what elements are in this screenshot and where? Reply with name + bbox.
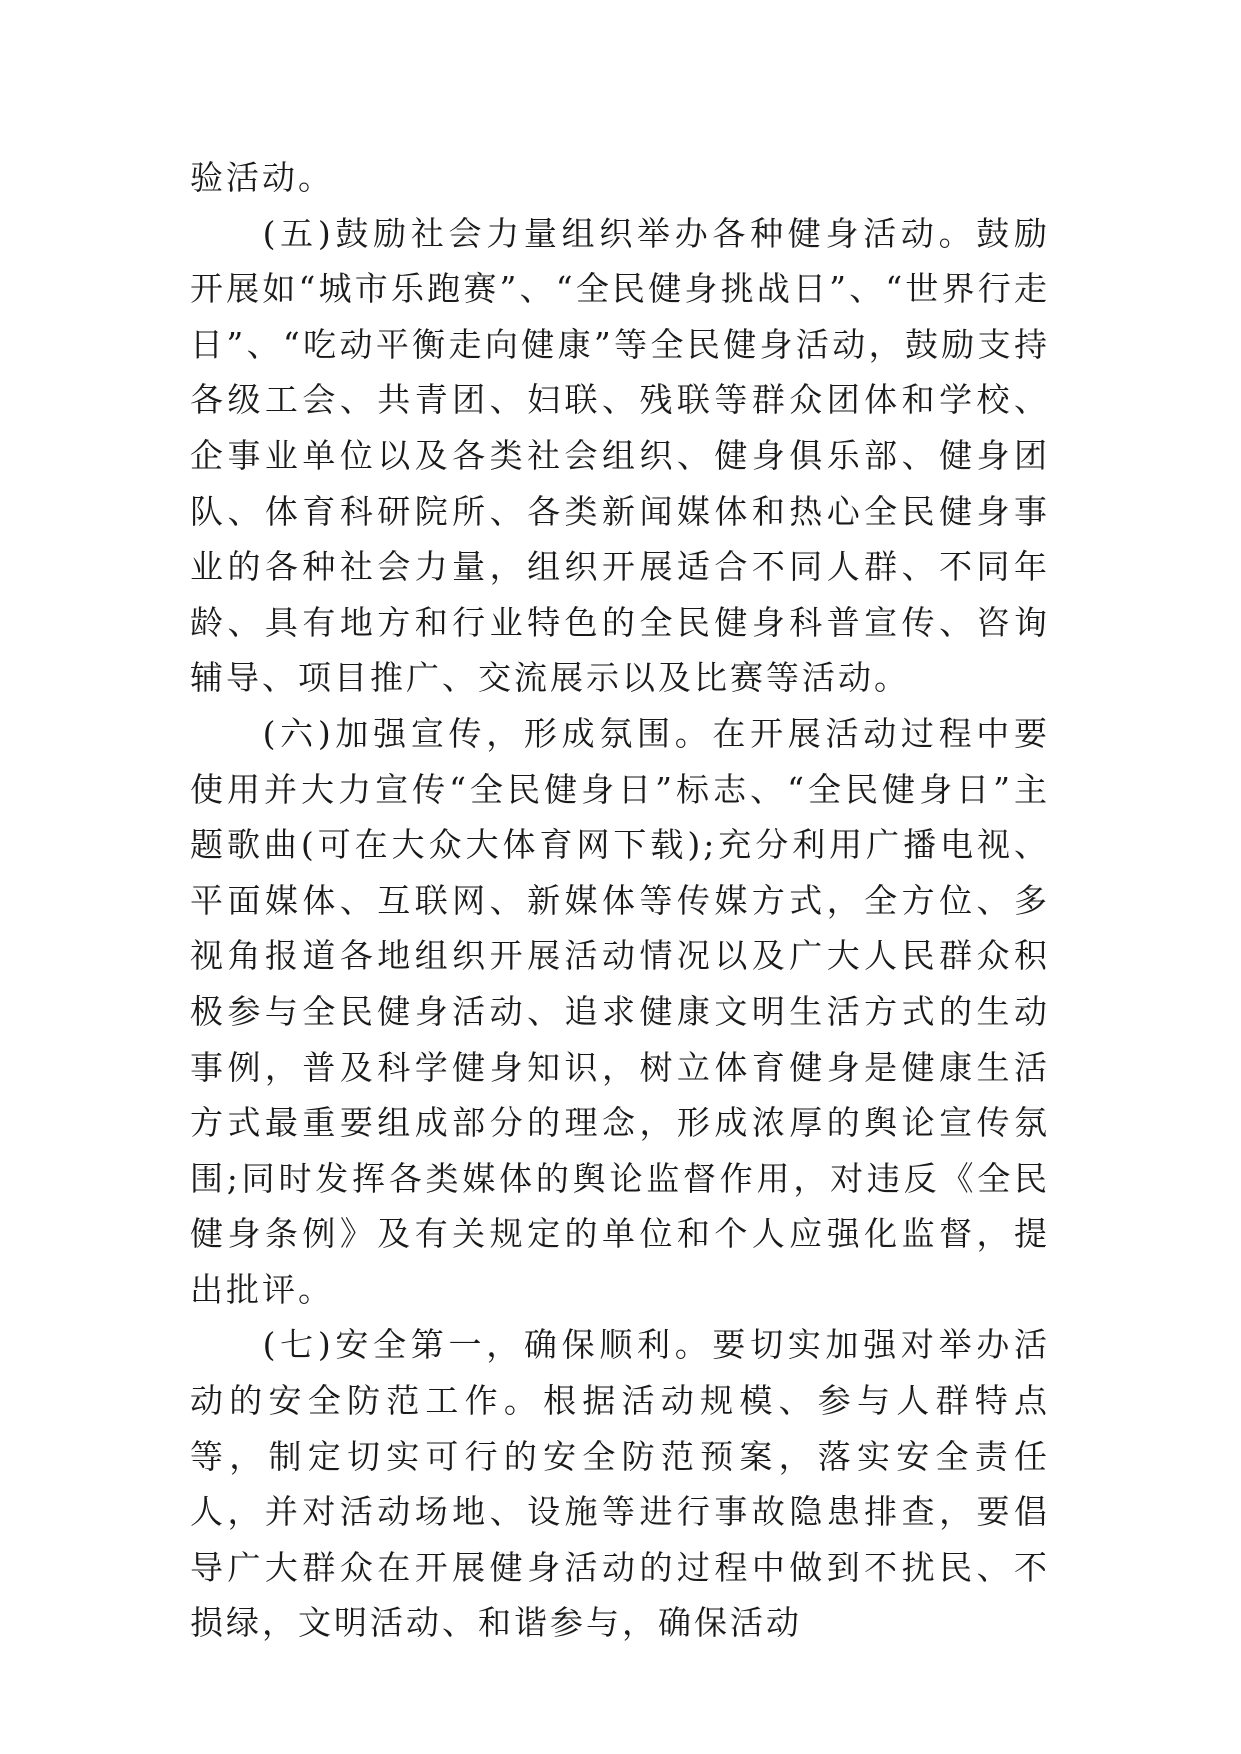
paragraph-section-6: (六)加强宣传，形成氛围。在开展活动过程中要使用并大力宣传“全民健身日”标志、“全民健身日”主题歌曲(可在大众大体育网下载);充分利用广播电视、平面媒体、互联网、新媒体等传媒方式，全方位、多视角报道各地组织开展活动情况以及广大人民群众积极参与全民健身活动、追求健康文明生活方式的生动事例，普及科学健身知识，树立体育健身是健康生活方式最重要组成部分的理念，形成浓厚的舆论宣传氛围;同时发挥各类媒体的舆论监督作用，对违反《全民健身条例》及有关规定的单位和个人应强化监督，提出批评。 (190, 713, 1050, 1309)
paragraph-section-5: (五)鼓励社会力量组织举办各种健身活动。鼓励开展如“城市乐跑赛”、“全民健身挑战日”、“世界行走日”、“吃动平衡走向健康”等全民健身活动，鼓励支持各级工会、共青团、妇联、残联等群众团体和学校、企事业单位以及各类社会组织、健身俱乐部、健身团队、体育科研院所、各类新闻媒体和热心全民健身事业的各种社会力量，组织开展适合不同人群、不同年龄、具有地方和行业特色的全民健身科普宣传、咨询辅导、项目推广、交流展示以及比赛等活动。 (190, 213, 1050, 698)
paragraph-section-7: (七)安全第一，确保顺利。要切实加强对举办活动的安全防范工作。根据活动规模、参与人群特点等，制定切实可行的安全防范预案，落实安全责任人，并对活动场地、设施等进行事故隐患排查，要倡导广大群众在开展健身活动的过程中做到不扰民、不损绿，文明活动、和谐参与，确保活动 (190, 1325, 1050, 1643)
document-body (190, 150, 1050, 1651)
paragraph-continuation: 验活动。 (190, 158, 334, 197)
